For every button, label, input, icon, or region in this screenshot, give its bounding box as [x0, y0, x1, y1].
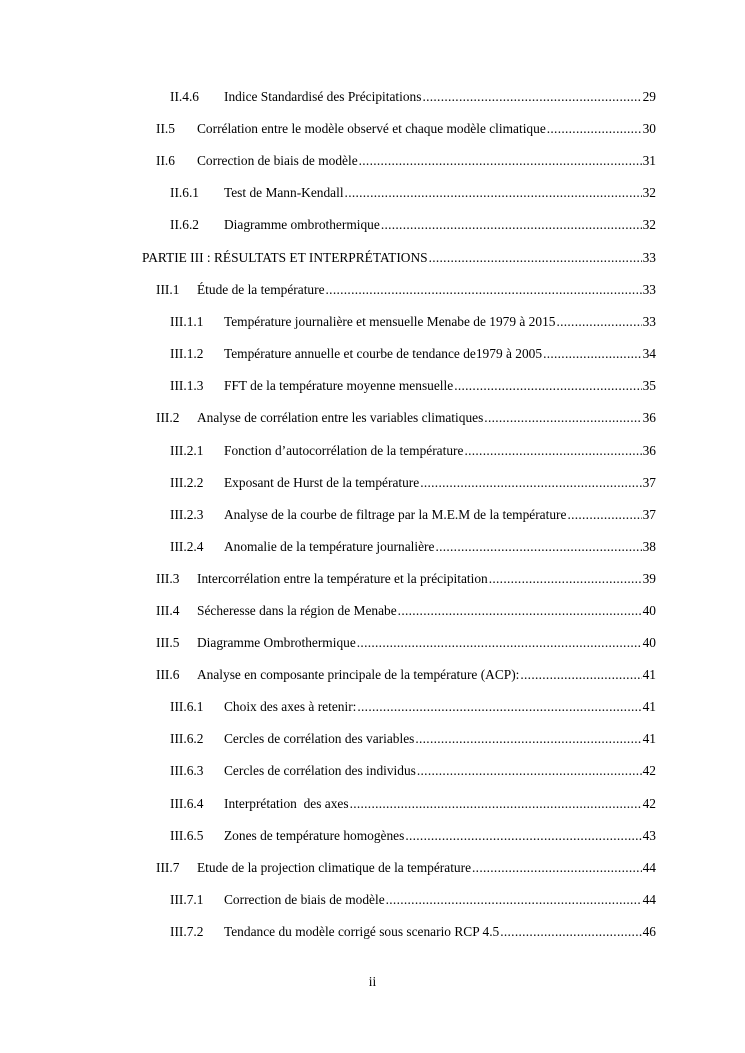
toc-entry-page: 36: [642, 443, 656, 458]
toc-entry-page: 36: [642, 410, 656, 425]
toc-entry-page: 40: [642, 603, 656, 618]
toc-entry[interactable]: [170, 826, 656, 846]
toc-entry-page: 35: [642, 378, 656, 393]
toc-entry-title: Etude de la projection climatique de la température: [197, 860, 472, 875]
toc-entry-page: 41: [642, 699, 656, 714]
toc-entry-page: 43: [642, 828, 656, 843]
toc-entry-title: Sécheresse dans la région de Menabe: [197, 603, 397, 618]
toc-entry-title: Cercles de corrélation des variables: [224, 731, 415, 746]
toc-entry[interactable]: [156, 569, 656, 589]
toc-dot-leader: [435, 537, 641, 557]
toc-entry[interactable]: [156, 858, 656, 878]
toc-entry[interactable]: [170, 473, 656, 493]
toc-entry-page: 29: [642, 89, 656, 104]
toc-entry-part[interactable]: [142, 248, 656, 268]
toc-entry-number: III.6: [156, 667, 180, 682]
toc-entry-title: Indice Standardisé des Précipitations: [224, 89, 422, 104]
toc-entry-number: II.4.6: [170, 89, 200, 104]
toc-dot-leader: [326, 280, 642, 300]
toc-entry-number: III.3: [156, 571, 180, 586]
toc-entry[interactable]: [170, 890, 656, 910]
toc-dot-leader: [359, 151, 642, 171]
toc-entry-number: III.6.1: [170, 699, 204, 714]
toc-dot-leader: [405, 826, 641, 846]
toc-entry[interactable]: [170, 761, 656, 781]
toc-dot-leader: [357, 633, 642, 653]
toc-entry-page: 39: [642, 571, 656, 586]
toc-dot-leader: [381, 215, 642, 235]
toc-dot-leader: [415, 729, 641, 749]
toc-entry-number: III.2.2: [170, 475, 204, 490]
toc-entry-number: III.2.4: [170, 539, 204, 554]
toc-entry[interactable]: [170, 183, 656, 203]
toc-entry-title: Correction de biais de modèle: [224, 892, 385, 907]
toc-entry-page: 33: [642, 250, 656, 265]
toc-entry-number: III.7: [156, 860, 180, 875]
toc-entry-title: Choix des axes à retenir:: [224, 699, 357, 714]
toc-entry-title: Anomalie de la température journalière: [224, 539, 435, 554]
toc-dot-leader: [422, 87, 641, 107]
toc-entry[interactable]: [170, 505, 656, 525]
toc-entry-title: Diagramme ombrothermique: [224, 217, 380, 232]
toc-entry-number: III.7.2: [170, 924, 204, 939]
toc-entry-title: PARTIE III : RÉSULTATS ET INTERPRÉTATIONS: [142, 250, 428, 265]
toc-entry-title: Zones de température homogènes: [224, 828, 405, 843]
toc-entry-page: 34: [642, 346, 656, 361]
toc-entry-title: Étude de la température: [197, 282, 325, 297]
toc-entry-number: III.7.1: [170, 892, 204, 907]
toc-entry-number: II.6.1: [170, 185, 200, 200]
toc-entry-page: 33: [642, 314, 656, 329]
toc-entry-page: 32: [642, 185, 656, 200]
toc-entry-number: III.1.2: [170, 346, 204, 361]
toc-entry-number: III.2.3: [170, 507, 204, 522]
toc-dot-leader: [357, 697, 641, 717]
toc-entry-title: Intercorrélation entre la température et la précipitation: [197, 571, 488, 586]
toc-entry-number: III.1.1: [170, 314, 204, 329]
toc-entry-page: 37: [642, 507, 656, 522]
toc-entry-page: 41: [642, 667, 656, 682]
toc-dot-leader: [520, 665, 641, 685]
toc-entry[interactable]: [170, 215, 656, 235]
toc-entry-title: Température annuelle et courbe de tendance de1979 à 2005: [224, 346, 543, 361]
toc-dot-leader: [420, 473, 641, 493]
toc-entry-number: III.1: [156, 282, 180, 297]
toc-entry-page: 44: [642, 892, 656, 907]
toc-entry-page: 46: [642, 924, 656, 939]
toc-dot-leader: [547, 119, 642, 139]
toc-entry-title: Interprétation des axes: [224, 796, 349, 811]
toc-dot-leader: [464, 441, 641, 461]
toc-dot-leader: [472, 858, 642, 878]
toc-entry-page: 44: [642, 860, 656, 875]
toc-dot-leader: [556, 312, 641, 332]
toc-entry-number: III.5: [156, 635, 180, 650]
toc-entry-title: FFT de la température moyenne mensuelle: [224, 378, 454, 393]
toc-entry-title: Analyse de la courbe de filtrage par la M.E.M de la température: [224, 507, 567, 522]
toc-dot-leader: [429, 248, 642, 268]
toc-dot-leader: [489, 569, 642, 589]
toc-entry[interactable]: [170, 697, 656, 717]
toc-entry-number: III.1.3: [170, 378, 204, 393]
toc-entry[interactable]: [156, 151, 656, 171]
toc-entry-page: 38: [642, 539, 656, 554]
toc-entry-page: 42: [642, 763, 656, 778]
toc-entry-number: III.6.2: [170, 731, 204, 746]
toc-entry[interactable]: [156, 633, 656, 653]
toc-dot-leader: [417, 761, 642, 781]
page-number-footer: ii: [368, 974, 377, 989]
toc-entry-page: 32: [642, 217, 656, 232]
toc-entry[interactable]: [170, 537, 656, 557]
toc-entry-title: Correction de biais de modèle: [197, 153, 358, 168]
toc-entry-title: Analyse de corrélation entre les variables climatiques: [197, 410, 484, 425]
toc-dot-leader: [454, 376, 641, 396]
toc-entry-number: III.2: [156, 410, 180, 425]
toc-entry-title: Corrélation entre le modèle observé et chaque modèle climatique: [197, 121, 546, 136]
toc-entry-number: III.2.1: [170, 443, 204, 458]
toc-entry-title: Exposant de Hurst de la température: [224, 475, 420, 490]
toc-entry-page: 42: [642, 796, 656, 811]
toc-entry-title: Diagramme Ombrothermique: [197, 635, 356, 650]
toc-entry[interactable]: [170, 441, 656, 461]
toc-entry-number: II.6.2: [170, 217, 200, 232]
toc-entry-page: 31: [642, 153, 656, 168]
toc-entry-number: III.6.3: [170, 763, 204, 778]
toc-entry[interactable]: [156, 119, 656, 139]
toc-entry[interactable]: [170, 922, 656, 942]
toc-entry[interactable]: [170, 729, 656, 749]
toc-dot-leader: [350, 794, 642, 814]
toc-dot-leader: [543, 344, 642, 364]
toc-entry-page: 30: [642, 121, 656, 136]
toc-entry-title: Fonction d’autocorrélation de la température: [224, 443, 464, 458]
toc-entry-page: 33: [642, 282, 656, 297]
toc-dot-leader: [386, 890, 642, 910]
toc-entry[interactable]: [156, 408, 656, 428]
toc-entry-title: Température journalière et mensuelle Menabe de 1979 à 2015: [224, 314, 556, 329]
toc-dot-leader: [345, 183, 642, 203]
toc-entry-page: 37: [642, 475, 656, 490]
toc-entry[interactable]: [156, 280, 656, 300]
toc-entry[interactable]: [170, 344, 656, 364]
toc-entry[interactable]: [156, 601, 656, 621]
toc-dot-leader: [500, 922, 641, 942]
toc-dot-leader: [567, 505, 641, 525]
toc-entry-number: III.6.5: [170, 828, 204, 843]
toc-entry-number: II.5: [156, 121, 175, 136]
toc-entry-title: Cercles de corrélation des individus: [224, 763, 416, 778]
toc-entry-number: II.6: [156, 153, 175, 168]
toc-entry-page: 40: [642, 635, 656, 650]
toc-entry-title: Tendance du modèle corrigé sous scenario RCP 4.5: [224, 924, 500, 939]
toc-entry-number: III.6.4: [170, 796, 204, 811]
toc-entry[interactable]: [170, 87, 656, 107]
toc-entry[interactable]: [170, 312, 656, 332]
toc-entry[interactable]: [170, 794, 656, 814]
toc-entry[interactable]: [156, 665, 656, 685]
toc-entry-title: Test de Mann-Kendall: [224, 185, 344, 200]
toc-entry-page: 41: [642, 731, 656, 746]
toc-dot-leader: [398, 601, 642, 621]
toc-entry[interactable]: [170, 376, 656, 396]
toc-entry-title: Analyse en composante principale de la température (ACP):: [197, 667, 520, 682]
toc-dot-leader: [484, 408, 641, 428]
toc-entry-number: III.4: [156, 603, 180, 618]
